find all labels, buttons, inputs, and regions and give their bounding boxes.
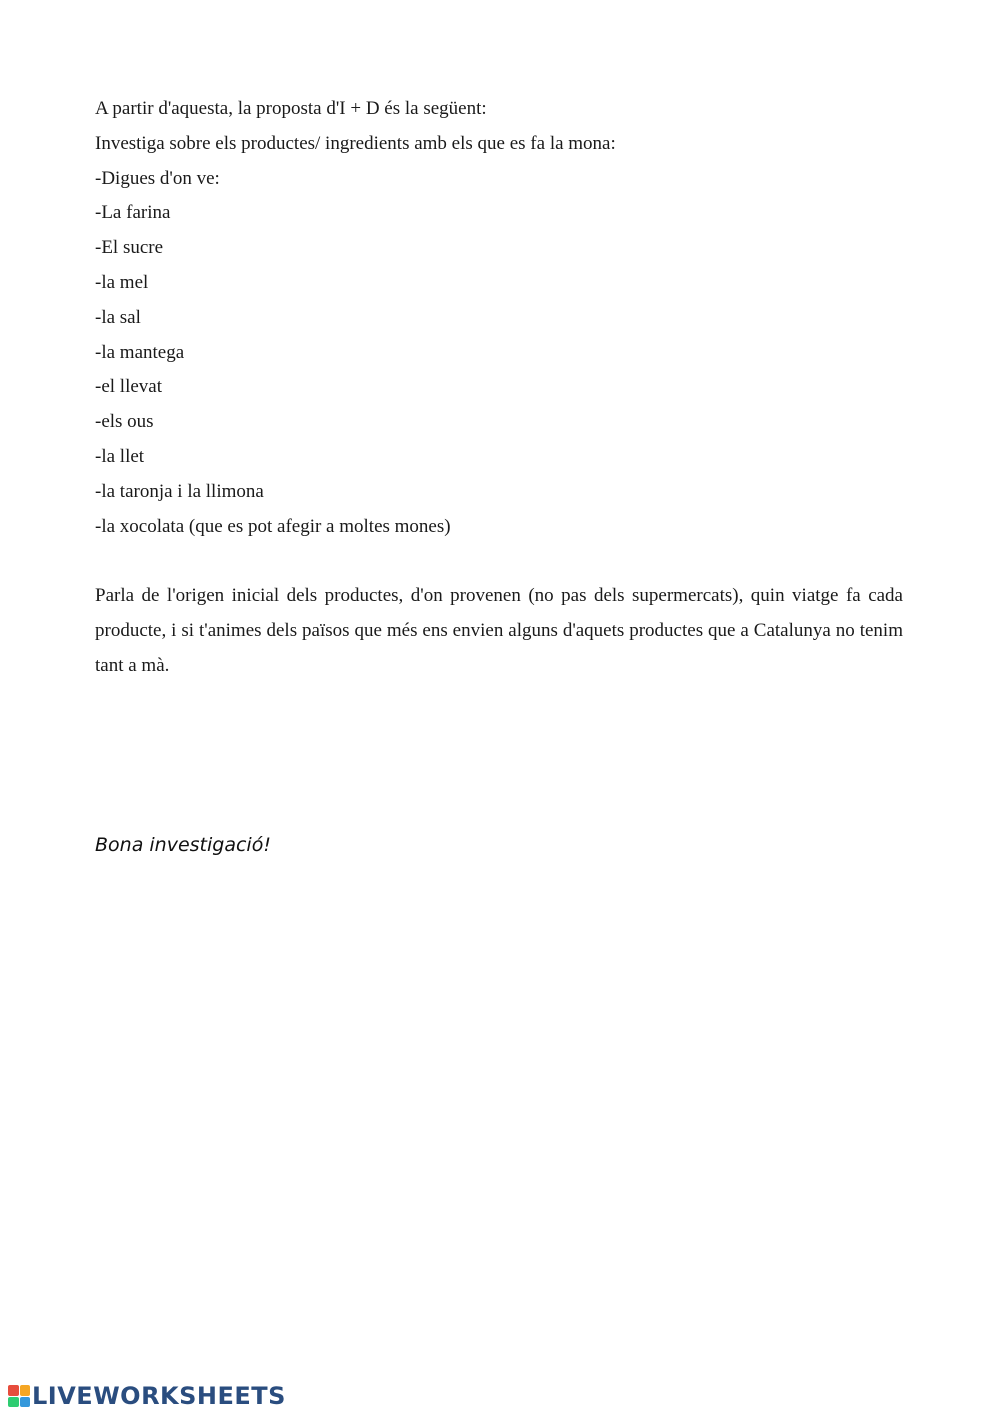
list-item: -la llet xyxy=(95,445,145,467)
list-item: -El sucre xyxy=(95,237,164,259)
list-item: -La farina xyxy=(95,202,171,224)
list-heading: -Digues d'on ve: xyxy=(95,167,220,189)
logo-tile xyxy=(8,1397,19,1408)
list-item: -la sal xyxy=(95,306,141,328)
instructions-paragraph: Parla de l'origen inicial dels productes, d'on provenen (no pas dels supermercats), quin viatge fa cada producte, i si t'animes dels països que més ens envien alguns d'aquets productes que a Catalunya no tenim tant a mà. xyxy=(95,585,903,677)
list-item: -la mantega xyxy=(95,341,185,363)
liveworksheets-logo-icon xyxy=(8,1385,30,1407)
brand-name: LIVEWORKSHEETS xyxy=(32,1382,286,1410)
list-item: -la taronja i la llimona xyxy=(95,480,264,502)
instruction-line: Investiga sobre els productes/ ingredients amb els que es fa la mona: xyxy=(95,132,616,154)
document-body xyxy=(95,92,903,702)
list-item: -la xocolata (que es pot afegir a moltes mones) xyxy=(95,515,451,537)
intro-line: A partir d'aquesta, la proposta d'I + D és la següent: xyxy=(95,98,487,119)
logo-tile xyxy=(20,1385,31,1396)
logo-tile xyxy=(20,1397,31,1408)
logo-tile xyxy=(8,1385,19,1396)
list-item: -la mel xyxy=(95,271,149,293)
list-item: -els ous xyxy=(95,411,154,433)
list-item: -el llevat xyxy=(95,376,162,398)
signoff-text: Bona investigació! xyxy=(95,834,271,856)
footer-branding[interactable] xyxy=(8,1381,286,1411)
